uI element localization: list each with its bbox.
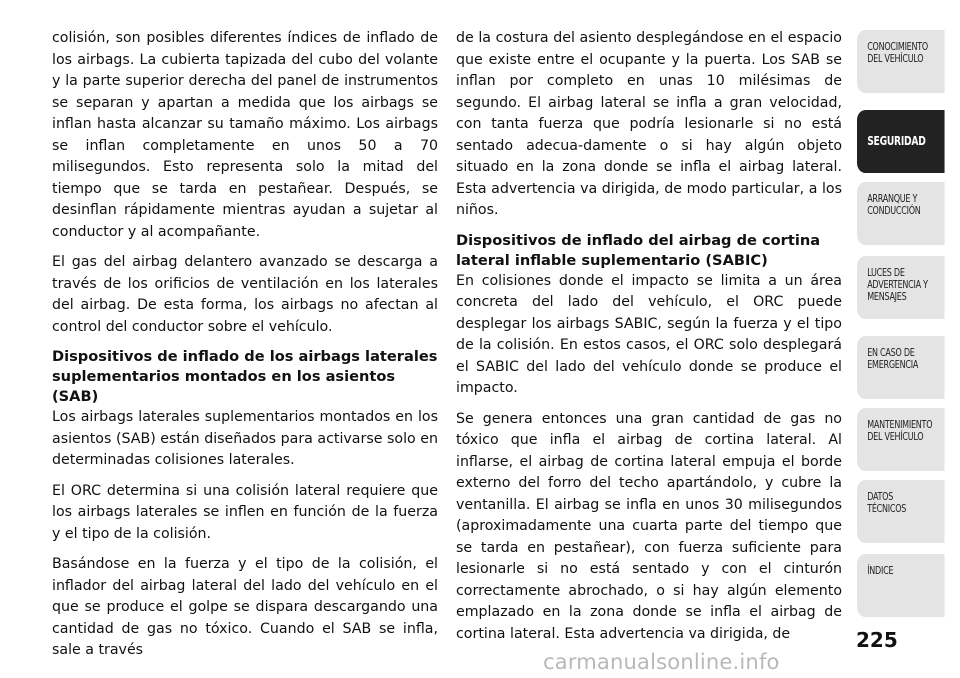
paragraph: Basándose en la fuerza y el tipo de la colisión, el inflador del airbag lateral del lado del vehículo en el que se produce el golpe se dispara descargando una cantidad de gas no tóxico. Cuando el SAB se infla, sale a través [52,556,438,658]
paragraph: de la costura del asiento desplegándose en el espacio que existe entre el ocupante y la puerta. Los SAB se inflan por completo en unas 10 milésimas de segundo. El airbag lateral se infla a gran velocidad, con tanta fuerza que podría lesionarle si no está sentado adecua-damente o si hay algún objeto situado en la zona donde se infla el airbag lateral. Esta advertencia va dirigida, de modo particular, a los niños. [456,30,842,218]
tab-datos-tecnicos[interactable] [857,480,945,543]
section-heading: Dispositivos de inflado de los airbags laterales suplementarios montados en los asientos (SAB) [52,348,438,405]
tab-conocimiento-del-vehiculo[interactable] [857,30,945,93]
tab-en-caso-de-emergencia[interactable] [857,336,945,399]
tab-label: ARRANQUE Y CONDUCCIÓN [867,193,921,217]
tab-mantenimiento-del-vehiculo[interactable] [857,408,945,471]
paragraph: colisión, son posibles diferentes índices de inflado de los airbags. La cubierta tapizada del cubo del volante y la parte superior derecha del panel de instrumentos se separan y apartan a medida que los airbags se inflan hasta alcanzar su tamaño máximo. Los airbags se inflan completamente en unos 50 a 70 milisegundos. Esto representa solo la mitad del tiempo que se tarda en pestañear. Después, se desinflan rápidamente mientras ayudan a sujetar al conductor y al acompañante. [52,30,438,240]
left-column [52,28,438,671]
paragraph: Los airbags laterales suplementarios montados en los asientos (SAB) están diseñados para activarse solo en determinadas colisiones laterales. [52,409,438,468]
tab-label: DATOS TÉCNICOS [867,491,907,515]
tab-label: EN CASO DE EMERGENCIA [867,347,919,371]
watermark: carmanualsonline.info [543,650,780,674]
page-number: 225 [856,628,898,652]
tab-indice[interactable] [857,554,945,617]
section-tabs [857,30,960,610]
tab-seguridad[interactable] [857,110,945,173]
tab-label: LUCES DE ADVERTENCIA Y MENSAJES [867,267,928,303]
right-column [456,28,842,654]
tab-label: CONOCIMIENTO DEL VEHÍCULO [867,41,928,65]
tab-label: MANTENIMIENTO DEL VEHÍCULO [867,419,933,443]
tab-label: SEGURIDAD [867,134,926,148]
tab-luces-de-advertencia[interactable] [857,256,945,319]
paragraph: Se genera entonces una gran cantidad de gas no tóxico que infla el airbag de cortina lateral. Al inflarse, el airbag de cortina lateral empuja el borde externo del forro del techo apartándolo, y cubre la ventanilla. El airbag se infla en unos 30 milisegundos (aproximadamente una cuarta parte del tiempo que se tarda en pestañear), con fuerza suficiente para lesionarle si no está sentado y con el cinturón correctamente abrochado, o si hay algún elemento emplazado en la zona donde se infla el airbag de cortina lateral. Esta advertencia va dirigida, de [456,410,842,642]
paragraph: El gas del airbag delantero avanzado se descarga a través de los orificios de ventilación en los laterales del airbag. De esta forma, los airbags no afectan al control del conductor sobre el vehículo. [52,254,438,335]
paragraph: En colisiones donde el impacto se limita a un área concreta del lado del vehículo, el ORC puede desplegar los airbags SABIC, según la fuerza y el tipo de la colisión. En estos casos, el ORC solo desplegará el SABIC del lado del vehículo donde se produce el impacto. [456,272,842,396]
tab-label: ÍNDICE [867,565,894,577]
tab-arranque-y-conduccion[interactable] [857,182,945,245]
paragraph: El ORC determina si una colisión lateral requiere que los airbags laterales se inflen en función de la fuerza y el tipo de la colisión. [52,482,438,542]
section-heading: Dispositivos de inflado del airbag de cortina lateral inflable suplementario (SABIC) [456,231,821,269]
